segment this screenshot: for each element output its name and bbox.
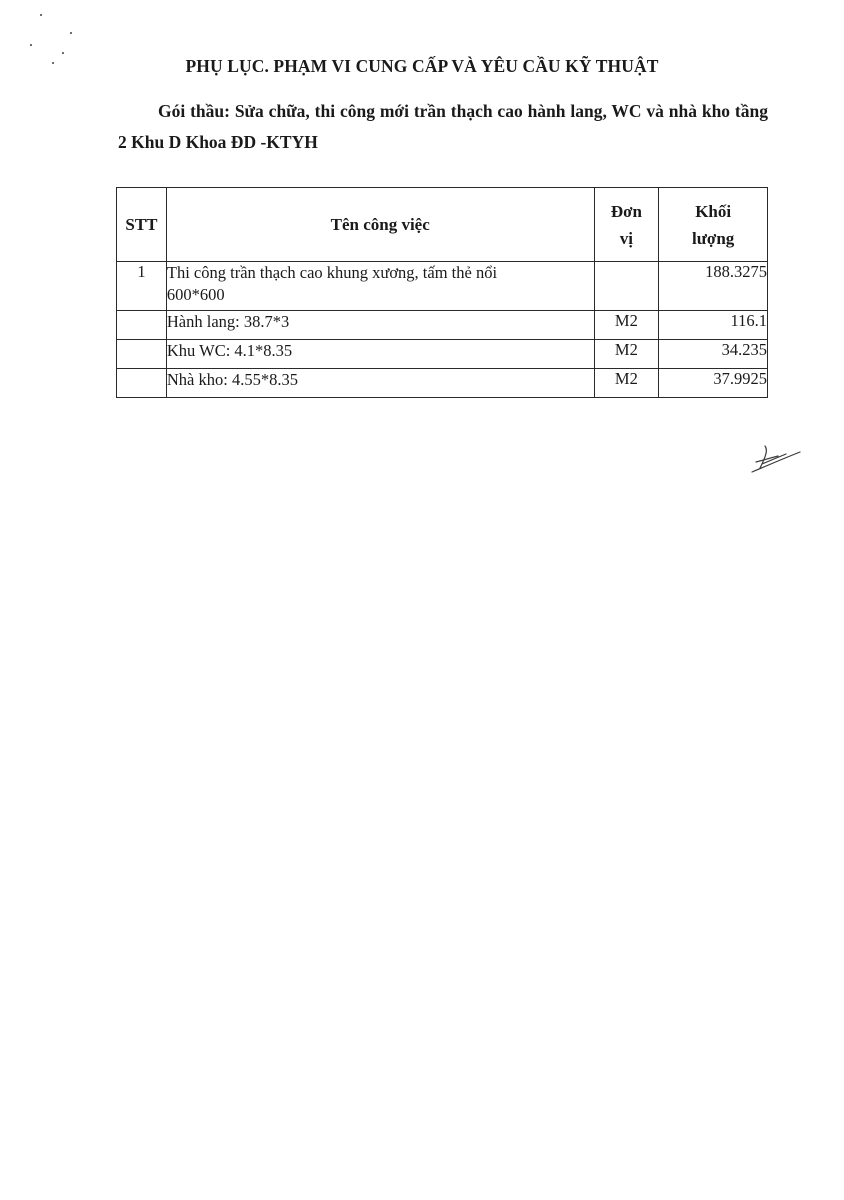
cell-quantity: 37.9925: [659, 369, 768, 398]
cell-stt: [117, 340, 167, 369]
table-row: [117, 340, 768, 369]
header-unit: [594, 188, 659, 262]
cell-task-name-line1: Thi công trần thạch cao khung xương, tấm thẻ nổi: [166, 263, 498, 282]
cell-task-name: Khu WC: 4.1*8.35: [166, 340, 594, 369]
cell-task-name: Hành lang: 38.7*3: [166, 311, 594, 340]
table-row: [117, 369, 768, 398]
table-row: [117, 311, 768, 340]
scan-artifact: [30, 44, 32, 46]
table-row: [117, 262, 768, 311]
header-quantity-line1: Khối: [695, 201, 732, 221]
cell-stt: 1: [117, 262, 167, 311]
cell-task-name: Nhà kho: 4.55*8.35: [166, 369, 594, 398]
cell-task-name: [166, 262, 594, 311]
cell-unit: M2: [594, 311, 659, 340]
table-header-row: [117, 188, 768, 262]
cell-quantity: 188.3275: [659, 262, 768, 311]
scan-artifact: [40, 14, 42, 16]
header-quantity-line2: lượng: [691, 228, 735, 248]
cell-unit: M2: [594, 369, 659, 398]
page-title: PHỤ LỤC. PHẠM VI CUNG CẤP VÀ YÊU CẦU KỸ THUẬT: [185, 56, 659, 76]
cell-stt: [117, 369, 167, 398]
cell-quantity: 116.1: [659, 311, 768, 340]
cell-stt: [117, 311, 167, 340]
header-unit-line2: vị: [619, 228, 633, 248]
cell-quantity: 34.235: [659, 340, 768, 369]
initials-signature: [748, 442, 802, 474]
scope-table: [116, 187, 768, 398]
package-subtitle: Gói thầu: Sửa chữa, thi công mới trần thạch cao hành lang, WC và nhà kho tầng 2 Khu D Khoa ĐD -KTYH: [118, 101, 768, 152]
header-stt: STT: [117, 188, 167, 262]
scan-artifact: [62, 52, 64, 54]
cell-task-name-line2: 600*600: [166, 285, 225, 304]
cell-unit: M2: [594, 340, 659, 369]
header-task-name: Tên công việc: [166, 188, 594, 262]
header-unit-line1: Đơn: [610, 201, 642, 221]
header-quantity: [659, 188, 768, 262]
cell-unit: [594, 262, 659, 311]
scan-artifact: [70, 32, 72, 34]
